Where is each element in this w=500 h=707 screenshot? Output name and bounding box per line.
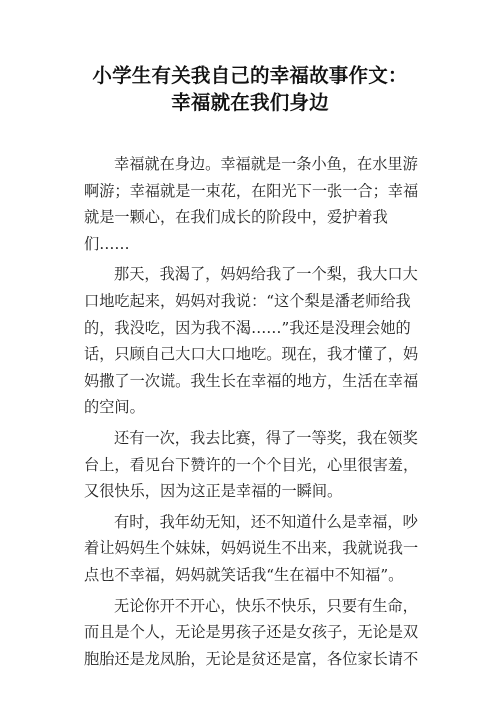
text-line: 啊游；幸福就是一束花，在阳光下一张一合；幸福 [84, 181, 419, 200]
paragraph [84, 151, 420, 257]
text-line: 的空间。 [84, 398, 145, 417]
text-line: 又很快乐，因为这正是幸福的一瞬间。 [84, 482, 343, 501]
text-line: 们…… [84, 234, 130, 253]
text-line: 点也不幸福，妈妈就笑话我“生在福中不知福”。 [84, 565, 404, 584]
title-line-1: 小学生有关我自己的幸福故事作文： [92, 64, 408, 87]
document-body [84, 151, 420, 676]
text-line: 的，我没吃，因为我不渴……”我还是没理会她的 [84, 318, 411, 337]
title-line-2: 幸福就在我们身边 [171, 91, 329, 114]
text-line: 就是一颗心，在我们成长的阶段中，爱护着我 [84, 208, 388, 227]
text-line: 那天，我渴了，妈妈给我了一个梨，我大口大 [114, 265, 418, 284]
text-line: 着让妈妈生个妹妹，妈妈说生不出来，我就说我一 [84, 539, 419, 558]
text-line: 妈撒了一次谎。我生长在幸福的地方，生活在幸福 [84, 371, 419, 390]
text-line: 无论你开不开心，快乐不快乐，只要有生命， [114, 596, 418, 615]
document-title [0, 62, 500, 116]
text-line: 胞胎还是龙凤胎，无论是贫还是富，各位家长请不 [84, 649, 419, 668]
text-line: 有时，我年幼无知，还不知道什么是幸福，吵 [114, 512, 418, 531]
paragraph [84, 509, 420, 589]
text-line: 台上，看见台下赞许的一个个目光，心里很害羞， [84, 455, 419, 474]
text-line: 还有一次，我去比赛，得了一等奖，我在领奖 [114, 428, 418, 447]
text-line: 口地吃起来，妈妈对我说：“这个梨是潘老师给我 [84, 291, 411, 310]
text-line: 而且是个人，无论是男孩子还是女孩子，无论是双 [84, 623, 419, 642]
text-line: 幸福就在身边。幸福就是一条小鱼，在水里游 [114, 155, 418, 173]
paragraph [84, 425, 420, 505]
paragraph [84, 261, 420, 421]
text-line: 话，只顾自己大口大口地吃。现在，我才懂了，妈 [84, 345, 419, 364]
paragraph [84, 593, 420, 673]
